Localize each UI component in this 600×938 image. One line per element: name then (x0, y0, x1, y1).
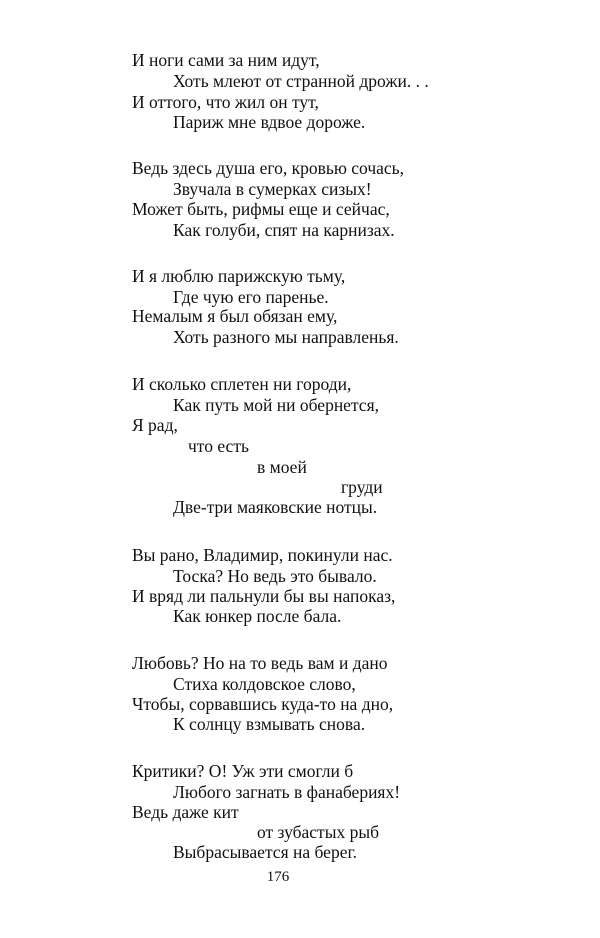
poem-line: Где чую его паренье. (173, 287, 329, 307)
poem-line: Стиха колдовское слово, (173, 674, 356, 694)
poem-line: Как голуби, спят на карнизах. (173, 220, 395, 240)
poem-line: Хоть млеют от странной дрожи. . . (173, 71, 429, 91)
poem-line: Как путь мой ни обернется, (173, 395, 380, 415)
poem-line: от зубастых рыб (257, 822, 379, 842)
poem-line: И я люблю парижскую тьму, (132, 266, 346, 286)
poem-line: Немалым я был обязан ему, (132, 306, 338, 326)
poem-line: Выбрасывается на берег. (173, 842, 358, 862)
poem-line: Звучала в сумерках сизых! (173, 179, 372, 199)
poem-line: Вы рано, Владимир, покинули нас. (132, 545, 393, 565)
poem-line: Ведь даже кит (132, 802, 239, 822)
poem-line: И оттого, что жил он тут, (132, 92, 319, 112)
poem-line: Ведь здесь душа его, кровью сочась, (132, 158, 405, 178)
poem-line: Тоска? Но ведь это бывало. (173, 566, 377, 586)
poem-line: Критики? О! Уж эти смогли б (132, 761, 354, 781)
poem-line: К солнцу взмывать снова. (173, 714, 366, 734)
poem-line: И ноги сами за ним идут, (132, 50, 320, 70)
poem-line: Я рад, (132, 415, 178, 435)
poem-line: Может быть, рифмы еще и сейчас, (132, 199, 390, 219)
poem-line: И вряд ли пальнули бы вы напоказ, (132, 586, 396, 606)
poem-line: Как юнкер после бала. (173, 606, 342, 626)
page-number: 176 (266, 869, 290, 885)
poem-line: что есть (188, 436, 249, 456)
poem-line: Любого загнать в фанабериях! (173, 782, 401, 802)
poem-line: груди (341, 477, 383, 497)
poem-line: Хоть разного мы направленья. (173, 327, 399, 347)
poem-line: в моей (257, 457, 307, 477)
poem-line: Две-три маяковские нотцы. (173, 497, 378, 517)
poem-line: Любовь? Но на то ведь вам и дано (132, 653, 388, 673)
poem-line: Париж мне вдвое дороже. (173, 112, 366, 132)
poem-line: И сколько сплетен ни городи, (132, 374, 352, 394)
poem-line: Чтобы, сорвавшись куда-то на дно, (132, 694, 394, 714)
